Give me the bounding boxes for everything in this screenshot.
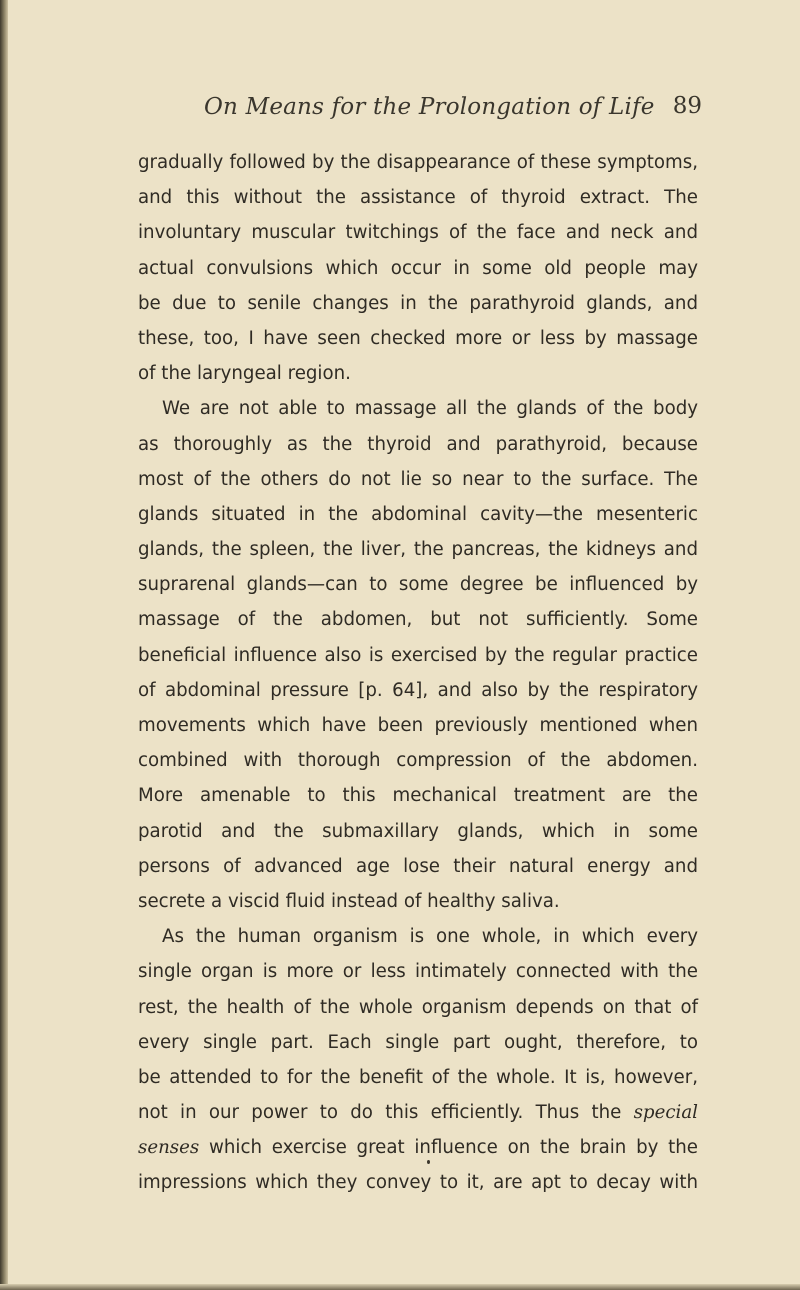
text-line: impressions which they convey to it, are apt to decay with (138, 1172, 698, 1194)
binding-shadow (0, 0, 8, 1290)
text-line: and this without the assistance of thyroid extract. The (138, 187, 698, 209)
text-line: single organ is more or less intimately connected with the (138, 961, 698, 983)
paragraph-start-line: We are not able to massage all the glands of the body (162, 398, 698, 420)
text-line: involuntary muscular twitchings of the face and neck and (138, 222, 698, 244)
text-line: glands, the spleen, the liver, the pancreas, the kidneys and (138, 539, 698, 561)
paragraph-start-line: As the human organism is one whole, in which every (162, 926, 698, 948)
running-head (142, 94, 702, 134)
page-bottom-edge (0, 1284, 800, 1290)
text-line: beneficial influence also is exercised by the regular practice (138, 644, 698, 666)
text-line-with-emphasis (138, 1130, 698, 1165)
text-line: as thoroughly as the thyroid and parathyroid, because (138, 433, 698, 455)
text-line: massage of the abdomen, but not sufficiently. Some (138, 609, 698, 631)
text-line: persons of advanced age lose their natural energy and (138, 855, 698, 877)
text-line: be due to senile changes in the parathyroid glands, and (138, 292, 698, 314)
text-line: combined with thorough compression of the abdomen. (138, 750, 698, 772)
text-line: secrete a viscid fluid instead of healthy saliva. (138, 890, 560, 912)
paper-speck (427, 1160, 430, 1164)
text-fragment: not in our power to do this efficiently. Thus the (138, 1102, 622, 1124)
body-text (138, 145, 698, 1201)
text-line: More amenable to this mechanical treatment are the (138, 785, 698, 807)
text-fragment: which exercise great influence on the brain by the (209, 1137, 698, 1159)
text-line: be attended to for the benefit of the whole. It is, however, (138, 1066, 698, 1088)
text-line: movements which have been previously mentioned when (138, 715, 698, 736)
running-title: On Means for the Prolongation of Life (204, 94, 655, 120)
text-line: glands situated in the abdominal cavity—the mesenteric (138, 503, 698, 525)
italic-word-special: special (633, 1102, 698, 1124)
text-line: actual convulsions which occur in some old people may (138, 257, 698, 279)
text-line: gradually followed by the disappearance of these symptoms, (138, 152, 698, 173)
text-line: every single part. Each single part ought, therefore, to (138, 1031, 698, 1053)
text-line: rest, the health of the whole organism depends on that of (138, 996, 698, 1018)
text-line: parotid and the submaxillary glands, which in some (138, 820, 698, 842)
text-line-with-emphasis (138, 1095, 698, 1130)
text-line: of the laryngeal region. (138, 363, 351, 385)
italic-word-senses: senses (138, 1137, 200, 1159)
text-line: of abdominal pressure [p. 64], and also by the respiratory (138, 679, 698, 701)
text-line: most of the others do not lie so near to the surface. The (138, 468, 698, 490)
text-line: suprarenal glands—can to some degree be influenced by (138, 574, 698, 596)
text-line: these, too, I have seen checked more or less by massage (138, 327, 698, 349)
page-number: 89 (672, 93, 702, 119)
